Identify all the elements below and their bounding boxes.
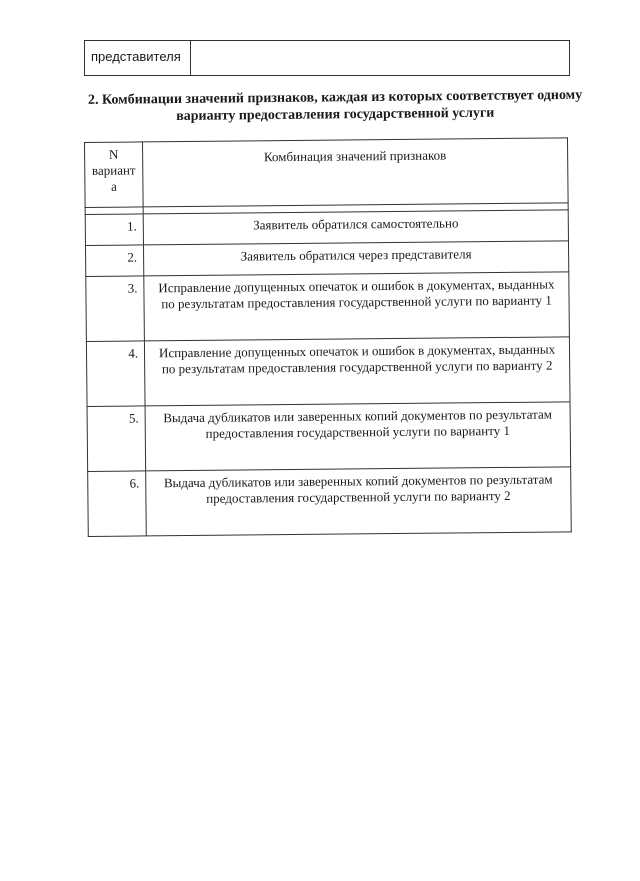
variant-combination: Исправление допущенных опечаток и ошибок в документах, выданных по результатам предоставления государственной услуги по варианту 2 <box>144 337 570 406</box>
section-heading: 2. Комбинации значений признаков, каждая из которых соответствует одному варианту предоставления государственной услуги <box>87 87 583 124</box>
table-header-row <box>85 138 569 208</box>
table-row <box>85 241 568 277</box>
variant-number: 2. <box>85 245 143 277</box>
variant-number: 3. <box>86 276 145 342</box>
fragment-cell-text: представителя <box>85 41 191 75</box>
table-row <box>86 337 570 407</box>
variant-combination: Выдача дубликатов или заверенных копий документов по результатам предоставления государственной услуги по варианту 2 <box>146 467 572 536</box>
table-row <box>86 272 570 342</box>
table-row <box>87 402 571 472</box>
table-row <box>88 467 572 537</box>
variant-combination: Выдача дубликатов или заверенных копий документов по результатам предоставления государственной услуги по варианту 1 <box>145 402 571 471</box>
variant-combination: Исправление допущенных опечаток и ошибок в документах, выданных по результатам предоставления государственной услуги по варианту 1 <box>144 272 570 341</box>
variant-number: 6. <box>88 471 147 537</box>
header-variant-number <box>85 142 144 208</box>
variant-number: 5. <box>87 406 146 472</box>
table-row <box>85 210 568 246</box>
variant-number: 4. <box>86 341 145 407</box>
variant-number: 1. <box>85 214 143 246</box>
header-num-line: N <box>108 146 119 162</box>
continued-table-fragment <box>84 40 570 76</box>
variant-combination: Заявитель обратился самостоятельно <box>143 210 568 245</box>
variant-combination: Заявитель обратился через представителя <box>143 241 568 276</box>
header-num-line: а <box>110 178 117 194</box>
variants-table <box>84 137 572 537</box>
header-num-line: вариант <box>91 162 136 178</box>
fragment-cell-empty <box>191 41 569 75</box>
header-combination: Комбинация значений признаков <box>143 138 569 207</box>
